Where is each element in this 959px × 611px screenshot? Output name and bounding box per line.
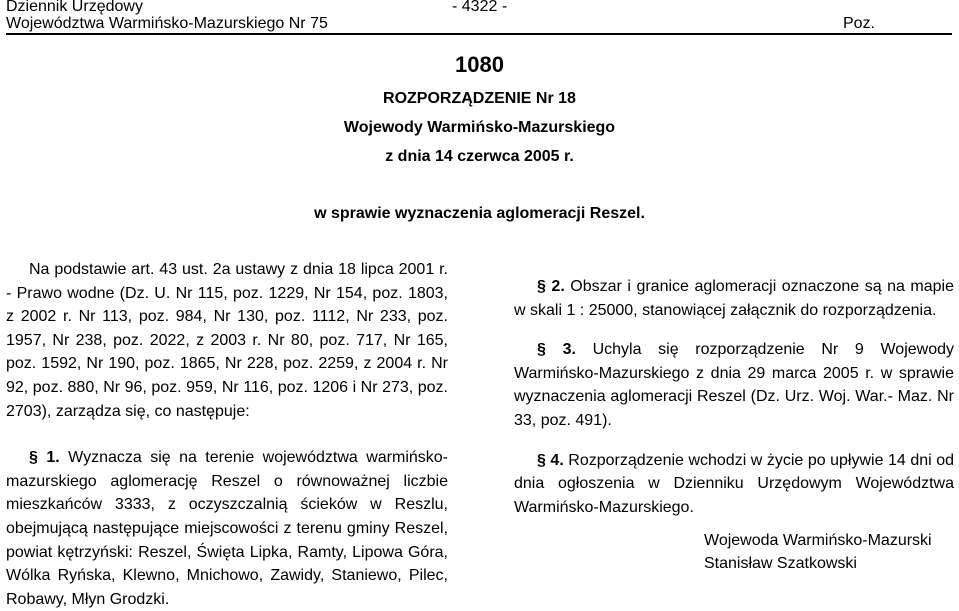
- act-number: 1080: [455, 52, 504, 77]
- act-issuer: Wojewody Warmińsko-Mazurskiego: [343, 119, 616, 136]
- position-label: Poz.: [843, 15, 876, 32]
- paragraph-text: Uchyla się rozporządzenie Nr 9 Wojewody Warmińsko-Mazurskiego z dnia 29 marca 2005 r. w sprawie wyznaczenia aglomeracji Reszel (Dz. Urz. Woj. War.- Maz. Nr 33, poz. 491).: [514, 341, 955, 429]
- right-column: [514, 275, 954, 519]
- preamble: Na podstawie art. 43 ust. 2a ustawy z dnia 18 lipca 2001 r. - Prawo wodne (Dz. U. Nr 115, poz. 1229, Nr 154, poz. 1803, z 2002 r. Nr 113, poz. 984, Nr 130, poz. 1112, Nr 233, poz. 1957, Nr 238, poz. 2022, z 2003 r. Nr 80, poz. 717, Nr 165, poz. 1592, Nr 190, poz. 1865, Nr 228, poz. 2259, z 2004 r. Nr 92, poz. 880, Nr 96, poz. 959, Nr 116, poz. 1206 i Nr 273, poz. 2703), zarządza się, co następuje:: [6, 261, 448, 420]
- act-date: z dnia 14 czerwca 2005 r.: [385, 148, 574, 165]
- page-number: - 4322 -: [452, 0, 508, 15]
- paragraph-text: Obszar i granice aglomeracji oznaczone są na mapie w skali 1 : 25000, stanowiącej załącznik do rozporządzenia.: [514, 278, 955, 319]
- signatory-role: Wojewoda Warmińsko-Mazurski: [704, 532, 932, 549]
- journal-title: Dziennik Urzędowy: [6, 0, 143, 15]
- signatory-name: Stanisław Szatkowski: [704, 555, 857, 572]
- act-subject: w sprawie wyznaczenia aglomeracji Reszel.: [314, 205, 645, 222]
- paragraph-text: Rozporządzenie wchodzi w życie po upływie 14 dni od dnia ogłoszenia w Dzienniku Urzędowym Województwa Warmińsko-Mazurskiego.: [514, 451, 954, 516]
- paragraph-number: § 4.: [537, 451, 564, 469]
- paragraph-number: § 2.: [537, 278, 565, 295]
- journal-issue: Województwa Warmińsko-Mazurskiego Nr 75: [6, 15, 328, 32]
- paragraph-2: [514, 275, 954, 322]
- left-column: [6, 258, 448, 611]
- paragraph-number: § 1.: [29, 449, 60, 467]
- paragraph-1: [6, 446, 448, 611]
- header-rule: [6, 33, 952, 35]
- act-title: ROZPORZĄDZENIE Nr 18: [383, 90, 576, 107]
- paragraph-text: Wyznacza się na terenie województwa warmińsko-mazurskiego aglomerację Reszel o równoważnej liczbie mieszkańców 3333, z oczyszczalnią ścieków w Reszlu, obejmującą następujące miejscowości z terenu gminy Reszel, powiat kętrzyński: Reszel, Święta Lipka, Ramty, Lipowa Góra, Wólka Ryńska, Klewno, Mnichowo, Zawidy, Staniewo, Pilec, Robawy, Młyn Grodzki.: [6, 449, 449, 608]
- paragraph-number: § 3.: [537, 341, 576, 359]
- paragraph-3: [514, 338, 954, 432]
- paragraph-4: [514, 449, 954, 520]
